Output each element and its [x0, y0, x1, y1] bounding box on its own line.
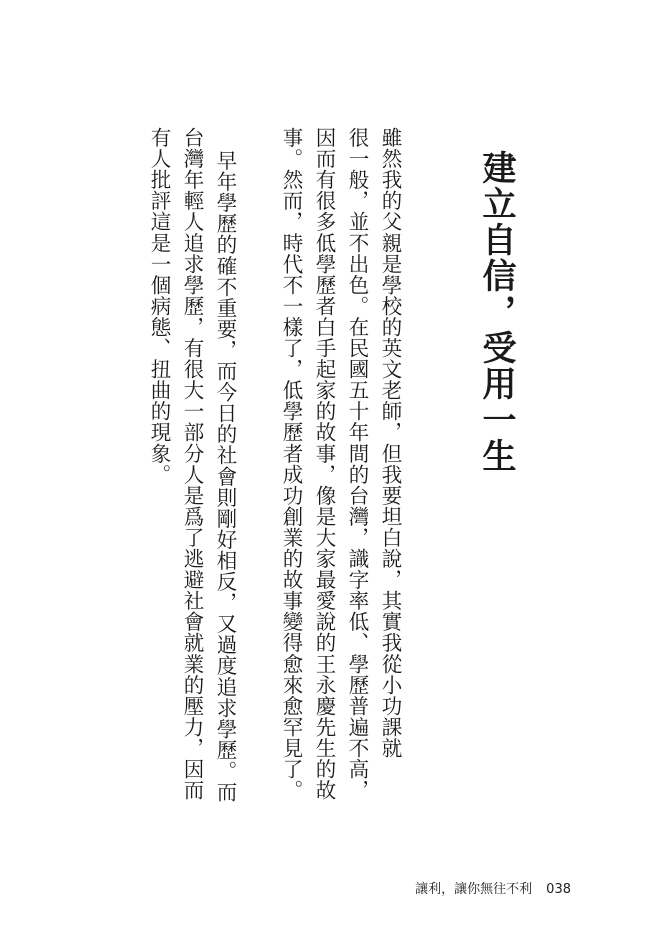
running-title: 讓利，讓你無往不利: [415, 882, 533, 897]
page-footer: [415, 878, 571, 897]
body-column-1: 雖然我的父親是學校的英文老師，但我要坦白說，其實我從小功課就: [378, 127, 402, 759]
page-number: 038: [546, 882, 571, 897]
body-column-2: 很一般，並不出色。在民國五十年間的台灣，識字率低、學歷普遍不高，: [345, 127, 369, 801]
body-column-6: 台灣年輕人追求學歷，有很大一部分人是爲了逃避社會就業的壓力，因而: [180, 127, 204, 801]
body-column-3: 因而有很多低學歷者白手起家的故事，像是大家最愛說的王永慶先生的故: [312, 127, 336, 801]
body-column-5: 早年學歷的確不重要，而今日的社會則剛好相反，又過度追求學歷。而: [213, 150, 237, 803]
body-column-4: 事。然而，時代不一樣了，低學歷者成功創業的故事變得愈來愈罕見了。: [279, 127, 303, 801]
body-column-7: 有人批評這是一個病態、扭曲的現象。: [147, 127, 171, 485]
chapter-heading: 建立自信，受用一生: [476, 150, 516, 474]
